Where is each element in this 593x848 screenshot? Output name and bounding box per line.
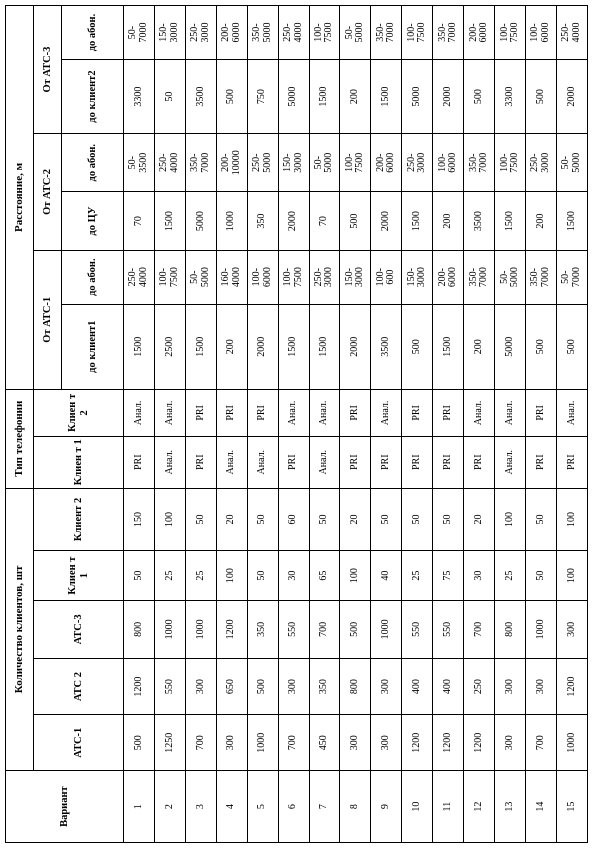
- cell-ats3-to-client2: 1500: [309, 60, 340, 134]
- header-from-ats1: От АТС-1: [34, 250, 62, 389]
- table-row: [433, 6, 464, 843]
- cell-ats1-to-client1: 2000: [340, 304, 371, 389]
- cell-ats2: 400: [402, 659, 433, 715]
- cell-ats2-to-subscriber: 150- 3000: [278, 134, 309, 192]
- cell-type-client2: Анал.: [309, 389, 340, 436]
- header-to-client1: до клиент1: [62, 304, 124, 389]
- cell-ats3-to-client2: 3300: [495, 60, 526, 134]
- cell-ats2-to-cu: 1500: [495, 192, 526, 250]
- cell-ats1-to-subscriber: 150- 3000: [340, 250, 371, 304]
- cell-client2: 100: [495, 488, 526, 551]
- cell-ats1-to-subscriber: 150- 3000: [402, 250, 433, 304]
- cell-client1: 100: [216, 551, 247, 600]
- cell-client2: 100: [556, 488, 587, 551]
- cell-ats1-to-client1: 500: [525, 304, 556, 389]
- cell-ats2-to-cu: 1500: [402, 192, 433, 250]
- cell-ats3-to-subscriber: 350- 5000: [247, 6, 278, 60]
- cell-client2: 50: [402, 488, 433, 551]
- cell-ats3-to-client2: 200: [340, 60, 371, 134]
- cell-ats1-to-client1: 5000: [495, 304, 526, 389]
- cell-ats3-to-subscriber: 250- 3000: [185, 6, 216, 60]
- cell-variant: 5: [247, 771, 278, 843]
- cell-ats1-to-subscriber: 250- 4000: [124, 250, 155, 304]
- header-phone-type: Тип телефонии: [6, 389, 34, 488]
- table-row: [464, 6, 495, 843]
- cell-client1: 25: [402, 551, 433, 600]
- variants-table: [5, 5, 588, 843]
- header-to-client2: до клиент2: [62, 60, 124, 134]
- cell-ats1-to-client1: 1500: [433, 304, 464, 389]
- cell-variant: 10: [402, 771, 433, 843]
- cell-client1: 25: [495, 551, 526, 600]
- cell-ats2-to-subscriber: 250- 3000: [525, 134, 556, 192]
- cell-ats3: 1000: [371, 600, 402, 658]
- cell-ats2-to-subscriber: 100- 7500: [495, 134, 526, 192]
- cell-ats3: 300: [556, 600, 587, 658]
- cell-ats1-to-client1: 1500: [185, 304, 216, 389]
- cell-client1: 30: [464, 551, 495, 600]
- header-client1: Клиен т 1: [34, 551, 124, 600]
- cell-type-client1: PRI: [340, 436, 371, 488]
- header-from-ats2: От АТС-2: [34, 134, 62, 251]
- header-distance: Расстояние, м: [6, 6, 34, 390]
- cell-type-client1: PRI: [124, 436, 155, 488]
- cell-ats2-to-subscriber: 250- 4000: [154, 134, 185, 192]
- cell-client1: 30: [278, 551, 309, 600]
- cell-ats2-to-cu: 3500: [464, 192, 495, 250]
- cell-ats1-to-client1: 200: [464, 304, 495, 389]
- cell-ats2: 300: [495, 659, 526, 715]
- cell-ats2: 300: [278, 659, 309, 715]
- cell-type-client1: Анал.: [309, 436, 340, 488]
- cell-ats3: 1000: [185, 600, 216, 658]
- cell-ats1: 300: [340, 715, 371, 771]
- cell-client2: 20: [340, 488, 371, 551]
- cell-ats1-to-client1: 2000: [247, 304, 278, 389]
- cell-ats2: 250: [464, 659, 495, 715]
- cell-variant: 6: [278, 771, 309, 843]
- cell-ats3-to-client2: 3300: [124, 60, 155, 134]
- cell-type-client2: Анал.: [278, 389, 309, 436]
- cell-ats2-to-subscriber: 100- 6000: [433, 134, 464, 192]
- cell-ats1-to-subscriber: 350- 7000: [525, 250, 556, 304]
- header-to-cu: до ЦУ: [62, 192, 124, 250]
- cell-type-client2: Анал.: [124, 389, 155, 436]
- cell-ats3-to-subscriber: 100- 7500: [309, 6, 340, 60]
- cell-variant: 12: [464, 771, 495, 843]
- table-row: [556, 6, 587, 843]
- cell-ats2: 800: [340, 659, 371, 715]
- cell-ats1: 1200: [433, 715, 464, 771]
- cell-ats3: 800: [495, 600, 526, 658]
- cell-type-client1: Анал.: [216, 436, 247, 488]
- header-type-client2: Клиен т 2: [34, 389, 124, 436]
- cell-ats1: 1000: [247, 715, 278, 771]
- cell-client2: 50: [525, 488, 556, 551]
- cell-ats1-to-client1: 2500: [154, 304, 185, 389]
- header-client2: Клиент 2: [34, 488, 124, 551]
- cell-type-client2: PRI: [216, 389, 247, 436]
- cell-ats2-to-cu: 70: [309, 192, 340, 250]
- table-row: [278, 6, 309, 843]
- cell-variant: 2: [154, 771, 185, 843]
- cell-ats3: 550: [278, 600, 309, 658]
- cell-ats1: 700: [525, 715, 556, 771]
- cell-type-client2: PRI: [433, 389, 464, 436]
- cell-ats2: 550: [154, 659, 185, 715]
- table-row: [525, 6, 556, 843]
- cell-type-client2: Анал.: [495, 389, 526, 436]
- cell-ats1-to-subscriber: 200- 6000: [433, 250, 464, 304]
- cell-ats2-to-subscriber: 50- 3500: [124, 134, 155, 192]
- cell-ats1: 1000: [556, 715, 587, 771]
- cell-client2: 50: [371, 488, 402, 551]
- cell-ats3: 800: [124, 600, 155, 658]
- cell-client1: 25: [185, 551, 216, 600]
- cell-ats3: 700: [464, 600, 495, 658]
- cell-ats1: 1250: [154, 715, 185, 771]
- cell-type-client2: Анал.: [154, 389, 185, 436]
- cell-ats2-to-cu: 1000: [216, 192, 247, 250]
- cell-ats3: 350: [247, 600, 278, 658]
- cell-ats1: 450: [309, 715, 340, 771]
- cell-ats2-to-subscriber: 200- 10000: [216, 134, 247, 192]
- cell-ats3: 1200: [216, 600, 247, 658]
- cell-client1: 100: [340, 551, 371, 600]
- cell-ats3-to-subscriber: 100- 7500: [495, 6, 526, 60]
- header-ats2: АТС 2: [34, 659, 124, 715]
- cell-ats1: 1200: [464, 715, 495, 771]
- cell-type-client1: Анал.: [154, 436, 185, 488]
- cell-type-client1: Анал.: [495, 436, 526, 488]
- cell-type-client1: PRI: [464, 436, 495, 488]
- cell-type-client2: PRI: [402, 389, 433, 436]
- cell-client1: 75: [433, 551, 464, 600]
- cell-ats1-to-subscriber: 50- 5000: [185, 250, 216, 304]
- cell-ats1-to-subscriber: 350- 7000: [464, 250, 495, 304]
- table-row: [185, 6, 216, 843]
- cell-ats1: 300: [216, 715, 247, 771]
- table-row: [216, 6, 247, 843]
- cell-ats3-to-client2: 50: [154, 60, 185, 134]
- header-clients-count: Количество клиентов, шт: [6, 488, 34, 771]
- cell-ats2-to-cu: 5000: [185, 192, 216, 250]
- cell-ats1-to-subscriber: 100- 600: [371, 250, 402, 304]
- cell-ats2-to-cu: 350: [247, 192, 278, 250]
- cell-ats2-to-subscriber: 350- 7000: [464, 134, 495, 192]
- cell-ats1: 1200: [402, 715, 433, 771]
- cell-ats1-to-subscriber: 100- 7500: [278, 250, 309, 304]
- cell-ats3-to-subscriber: 100- 6000: [525, 6, 556, 60]
- cell-type-client1: PRI: [371, 436, 402, 488]
- cell-ats1-to-client1: 1500: [278, 304, 309, 389]
- cell-ats2: 300: [185, 659, 216, 715]
- cell-ats2: 300: [525, 659, 556, 715]
- cell-ats3-to-client2: 3500: [185, 60, 216, 134]
- cell-ats1: 300: [495, 715, 526, 771]
- cell-client2: 50: [309, 488, 340, 551]
- cell-ats3-to-client2: 1500: [371, 60, 402, 134]
- cell-ats1-to-subscriber: 160- 4000: [216, 250, 247, 304]
- cell-ats1-to-client1: 500: [402, 304, 433, 389]
- cell-ats2: 350: [309, 659, 340, 715]
- cell-client1: 50: [124, 551, 155, 600]
- cell-ats2-to-subscriber: 50- 5000: [556, 134, 587, 192]
- table-row: [154, 6, 185, 843]
- cell-type-client2: PRI: [185, 389, 216, 436]
- cell-type-client2: PRI: [247, 389, 278, 436]
- header-type-client1: Клиен т 1: [34, 436, 124, 488]
- cell-ats2: 650: [216, 659, 247, 715]
- cell-ats3: 1000: [525, 600, 556, 658]
- cell-ats3-to-subscriber: 50- 5000: [340, 6, 371, 60]
- cell-type-client1: PRI: [402, 436, 433, 488]
- cell-type-client1: PRI: [433, 436, 464, 488]
- cell-ats1-to-client1: 500: [556, 304, 587, 389]
- cell-client1: 25: [154, 551, 185, 600]
- table-row: [124, 6, 155, 843]
- cell-ats3-to-client2: 500: [464, 60, 495, 134]
- cell-variant: 15: [556, 771, 587, 843]
- cell-ats1-to-client1: 200: [216, 304, 247, 389]
- cell-ats3-to-subscriber: 250- 4000: [556, 6, 587, 60]
- rotated-table-sheet: [5, 5, 588, 843]
- cell-client2: 50: [433, 488, 464, 551]
- cell-ats2-to-subscriber: 100- 7500: [340, 134, 371, 192]
- cell-ats3-to-subscriber: 150- 3000: [154, 6, 185, 60]
- cell-ats2: 300: [371, 659, 402, 715]
- table-row: [340, 6, 371, 843]
- cell-ats2-to-cu: 2000: [278, 192, 309, 250]
- cell-type-client2: Анал.: [371, 389, 402, 436]
- cell-client1: 40: [371, 551, 402, 600]
- cell-ats1: 300: [371, 715, 402, 771]
- cell-ats3-to-subscriber: 200- 6000: [464, 6, 495, 60]
- cell-ats3: 550: [433, 600, 464, 658]
- cell-client2: 60: [278, 488, 309, 551]
- table-row: [402, 6, 433, 843]
- cell-client1: 65: [309, 551, 340, 600]
- cell-variant: 14: [525, 771, 556, 843]
- cell-ats3-to-client2: 5000: [278, 60, 309, 134]
- cell-ats2-to-cu: 200: [525, 192, 556, 250]
- cell-type-client2: PRI: [340, 389, 371, 436]
- table-row: [495, 6, 526, 843]
- cell-client2: 20: [464, 488, 495, 551]
- cell-ats1-to-client1: 3500: [371, 304, 402, 389]
- header-ats1: АТС-1: [34, 715, 124, 771]
- cell-client1: 50: [247, 551, 278, 600]
- cell-ats3-to-client2: 2000: [433, 60, 464, 134]
- cell-variant: 7: [309, 771, 340, 843]
- cell-type-client2: PRI: [525, 389, 556, 436]
- cell-ats1-to-subscriber: 50- 7000: [556, 250, 587, 304]
- cell-ats1: 700: [185, 715, 216, 771]
- header-to-subscriber-ats1: до абон.: [62, 250, 124, 304]
- cell-type-client1: PRI: [556, 436, 587, 488]
- cell-ats2-to-cu: 70: [124, 192, 155, 250]
- cell-ats2-to-subscriber: 250- 3000: [402, 134, 433, 192]
- cell-ats3-to-subscriber: 350- 7000: [433, 6, 464, 60]
- cell-ats3: 550: [402, 600, 433, 658]
- cell-ats2-to-cu: 500: [340, 192, 371, 250]
- cell-ats2-to-cu: 200: [433, 192, 464, 250]
- header-ats3: АТС-3: [34, 600, 124, 658]
- cell-ats2: 1200: [124, 659, 155, 715]
- table-body: [124, 6, 588, 843]
- table-row: [371, 6, 402, 843]
- cell-variant: 1: [124, 771, 155, 843]
- header-variant: Вариант: [6, 771, 124, 843]
- cell-ats3: 700: [309, 600, 340, 658]
- cell-ats2-to-subscriber: 200- 6000: [371, 134, 402, 192]
- header-to-subscriber-ats2: до абон.: [62, 134, 124, 192]
- cell-ats2: 1200: [556, 659, 587, 715]
- cell-ats3-to-client2: 2000: [556, 60, 587, 134]
- cell-type-client2: Анал.: [464, 389, 495, 436]
- cell-client2: 100: [154, 488, 185, 551]
- cell-ats3-to-subscriber: 350- 7000: [371, 6, 402, 60]
- cell-ats2-to-cu: 1500: [556, 192, 587, 250]
- cell-variant: 4: [216, 771, 247, 843]
- cell-client2: 150: [124, 488, 155, 551]
- cell-type-client1: PRI: [278, 436, 309, 488]
- cell-ats1: 500: [124, 715, 155, 771]
- cell-ats2: 500: [247, 659, 278, 715]
- cell-variant: 13: [495, 771, 526, 843]
- cell-type-client2: Анал.: [556, 389, 587, 436]
- cell-ats3-to-client2: 500: [216, 60, 247, 134]
- cell-variant: 9: [371, 771, 402, 843]
- cell-ats3-to-subscriber: 250- 4000: [278, 6, 309, 60]
- cell-ats1-to-client1: 1500: [309, 304, 340, 389]
- header-from-ats3: От АТС-3: [34, 6, 62, 134]
- cell-client2: 20: [216, 488, 247, 551]
- cell-type-client1: PRI: [185, 436, 216, 488]
- cell-ats2-to-cu: 1500: [154, 192, 185, 250]
- cell-ats2-to-subscriber: 250- 5000: [247, 134, 278, 192]
- cell-ats2-to-subscriber: 350- 7000: [185, 134, 216, 192]
- cell-variant: 3: [185, 771, 216, 843]
- cell-ats1-to-client1: 1500: [124, 304, 155, 389]
- cell-ats3-to-client2: 750: [247, 60, 278, 134]
- header-to-subscriber-ats3: до абон.: [62, 6, 124, 60]
- table-row: [247, 6, 278, 843]
- cell-ats3-to-subscriber: 200- 6000: [216, 6, 247, 60]
- cell-ats1-to-subscriber: 100- 7500: [154, 250, 185, 304]
- cell-ats2-to-cu: 2000: [371, 192, 402, 250]
- cell-ats1-to-subscriber: 100- 6000: [247, 250, 278, 304]
- cell-ats1: 700: [278, 715, 309, 771]
- cell-client1: 100: [556, 551, 587, 600]
- cell-ats1-to-subscriber: 50- 5000: [495, 250, 526, 304]
- cell-ats3-to-client2: 500: [525, 60, 556, 134]
- cell-type-client1: PRI: [525, 436, 556, 488]
- cell-ats3-to-subscriber: 50- 7000: [124, 6, 155, 60]
- cell-ats3: 1000: [154, 600, 185, 658]
- cell-ats3: 500: [340, 600, 371, 658]
- cell-variant: 8: [340, 771, 371, 843]
- cell-ats1-to-subscriber: 250- 3000: [309, 250, 340, 304]
- cell-type-client1: Анал.: [247, 436, 278, 488]
- cell-ats3-to-client2: 5000: [402, 60, 433, 134]
- cell-ats3-to-subscriber: 100- 7500: [402, 6, 433, 60]
- table-row: [309, 6, 340, 843]
- cell-client2: 50: [247, 488, 278, 551]
- cell-ats2: 400: [433, 659, 464, 715]
- cell-variant: 11: [433, 771, 464, 843]
- cell-client1: 50: [525, 551, 556, 600]
- cell-client2: 50: [185, 488, 216, 551]
- cell-ats2-to-subscriber: 50- 5000: [309, 134, 340, 192]
